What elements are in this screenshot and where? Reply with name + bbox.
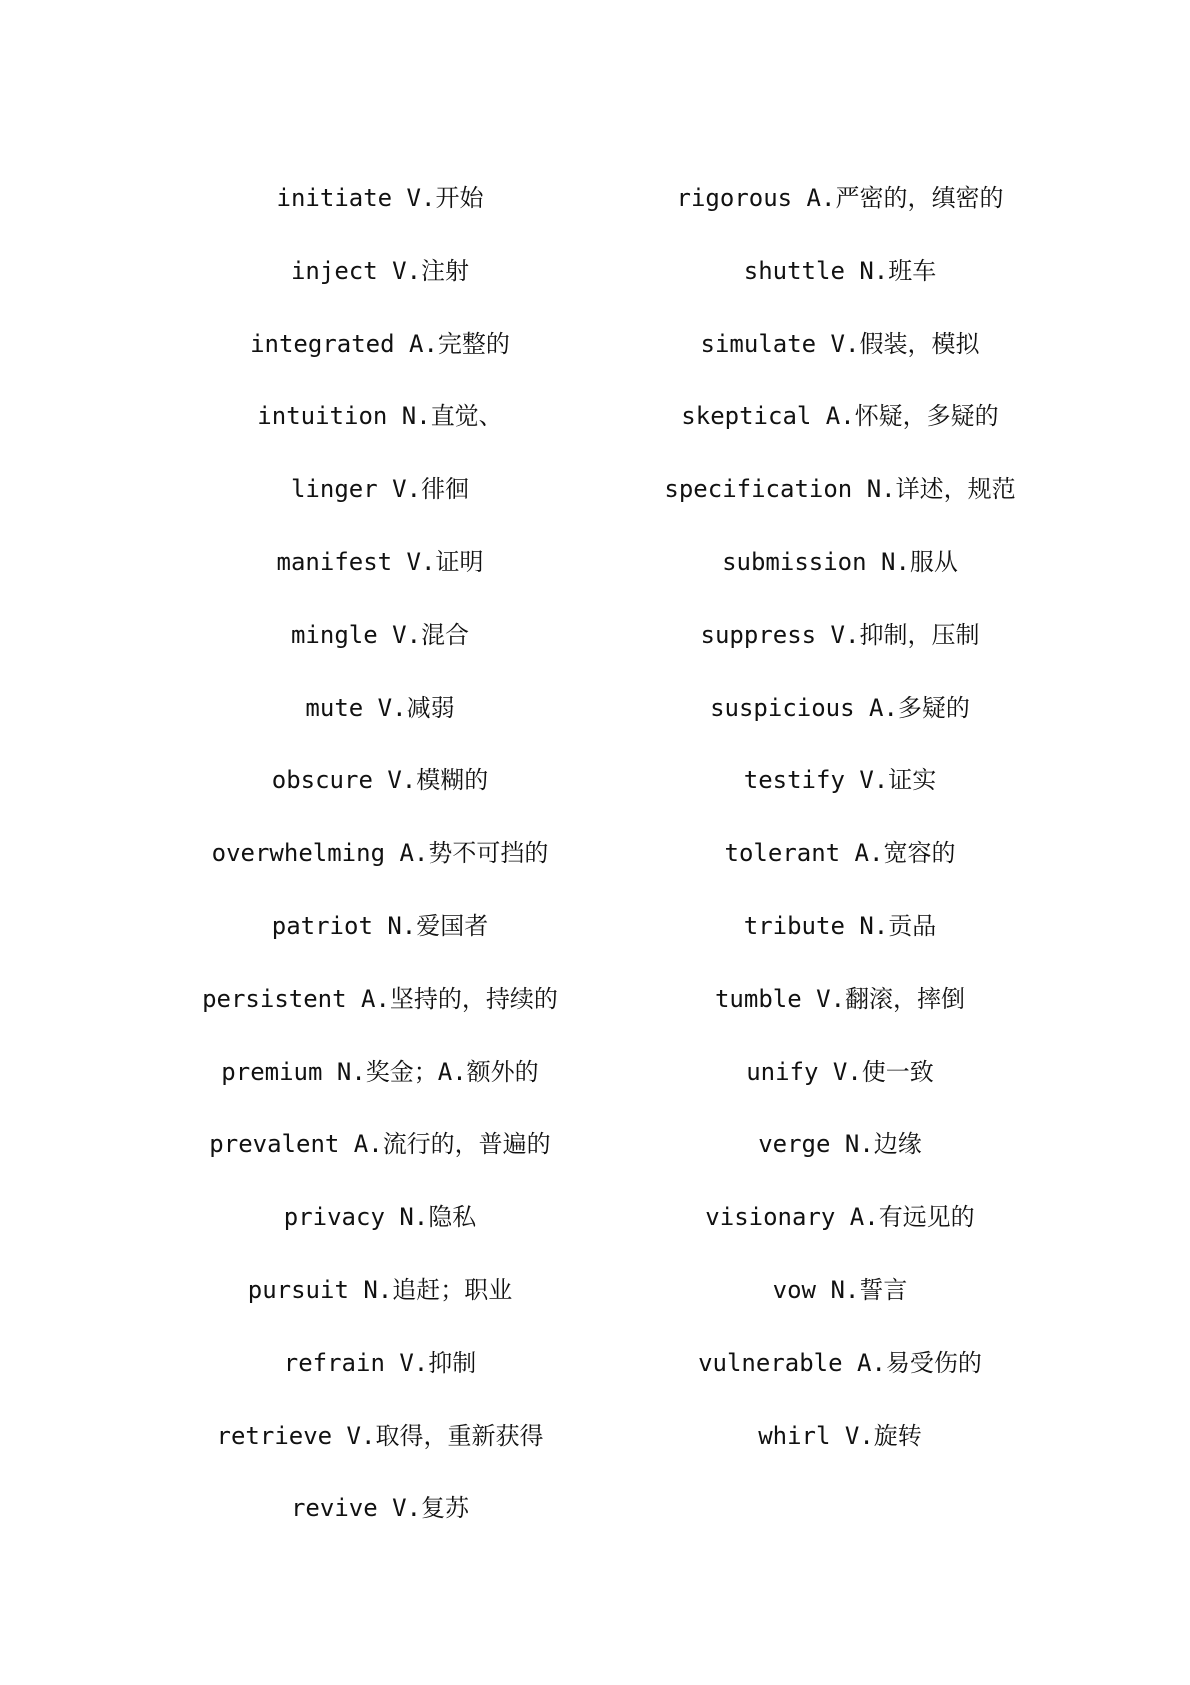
vocab-entry: shuttle N.班车: [743, 256, 937, 285]
vocab-entry: obscure V.模糊的: [271, 766, 489, 795]
vocab-entry: revive V.复苏: [290, 1494, 470, 1523]
vocab-entry: overwhelming A.势不可挡的: [211, 839, 549, 868]
vocab-entry: integrated A.完整的: [250, 329, 510, 358]
vocab-entry: prevalent A.流行的，普遍的: [209, 1130, 551, 1159]
vocab-entry: testify V.证实: [743, 766, 937, 795]
vocab-entry: tribute N.贡品: [743, 911, 937, 940]
vocab-entry: initiate V.开始: [276, 184, 484, 212]
vocab-list-left: [130, 162, 630, 1545]
vocab-entry: pursuit N.追赶；职业: [247, 1275, 513, 1304]
vocab-entry: premium N.奖金；A.额外的: [221, 1057, 539, 1086]
vocab-entry: submission N.服从: [722, 547, 958, 576]
vocab-entry: specification N.详述，规范: [664, 475, 1016, 504]
vocab-entry: mingle V.混合: [290, 620, 470, 649]
vocab-entry: privacy N.隐私: [283, 1203, 477, 1232]
vocab-entry: verge N.边缘: [758, 1130, 922, 1159]
vocab-entry: suppress V.抑制，压制: [700, 620, 980, 649]
vocab-entry: vow N.誓言: [772, 1275, 908, 1304]
vocab-entry: intuition N.直觉、: [257, 402, 503, 431]
vocab-entry: patriot N.爱国者: [271, 911, 489, 940]
vocab-entry: retrieve V.取得，重新获得: [216, 1421, 544, 1450]
vocab-list-right: [600, 162, 1080, 1472]
vocab-entry: whirl V.旋转: [758, 1421, 922, 1450]
vocab-entry: mute V.减弱: [305, 693, 455, 722]
vocab-entry: linger V.徘徊: [290, 475, 470, 504]
vocab-entry: tumble V.翻滚，摔倒: [714, 984, 966, 1013]
vocab-entry: persistent A.坚持的，持续的: [202, 984, 558, 1013]
vocab-entry: unify V.使一致: [746, 1057, 934, 1086]
vocab-entry: visionary A.有远见的: [705, 1203, 975, 1232]
vocab-entry: refrain V.抑制: [283, 1348, 477, 1377]
vocab-entry: manifest V.证明: [276, 547, 484, 576]
vocab-entry: suspicious A.多疑的: [710, 693, 970, 722]
vocab-entry: skeptical A.怀疑，多疑的: [681, 402, 999, 431]
vocab-entry: tolerant A.宽容的: [724, 839, 956, 868]
vocab-entry: inject V.注射: [290, 256, 470, 285]
vocab-entry: vulnerable A.易受伤的: [698, 1348, 982, 1377]
vocab-entry: simulate V.假装，模拟: [700, 329, 980, 358]
vocab-entry: rigorous A.严密的，缜密的: [676, 184, 1004, 212]
